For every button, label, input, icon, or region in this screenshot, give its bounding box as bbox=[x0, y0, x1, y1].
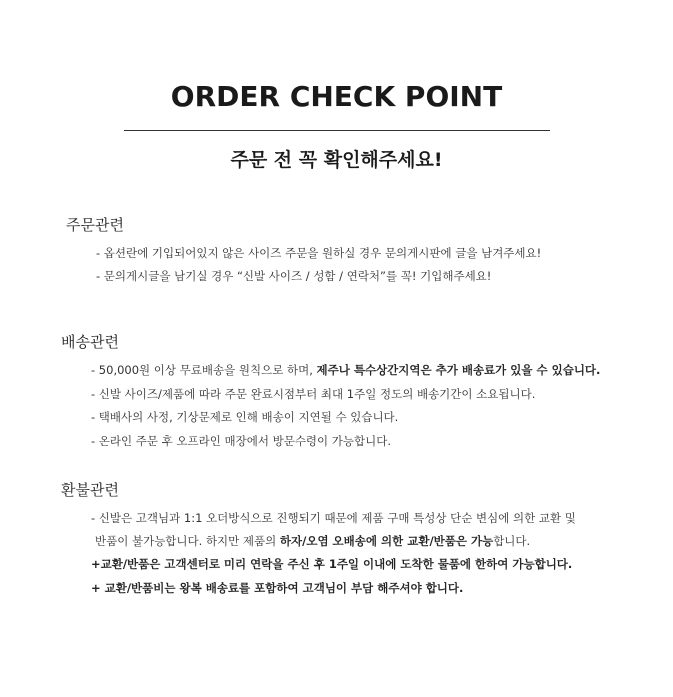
shipping-line-1-text: - 50,000원 이상 무료배송을 원칙으로 하며, bbox=[91, 363, 317, 377]
refund-line-2-text-a: 반품이 불가능합니다. 하지만 제품의 bbox=[95, 534, 280, 548]
refund-line-3 bbox=[91, 556, 572, 572]
refund-line-1: - 신발은 고객님과 1:1 오더방식으로 진행되기 때문에 제품 구매 특성상 단순 변심에 의한 교환 및 bbox=[91, 511, 576, 525]
shipping-line-1 bbox=[91, 362, 600, 378]
title-divider bbox=[124, 130, 550, 131]
refund-line-4 bbox=[91, 580, 463, 596]
shipping-line-3: - 택배사의 사정, 기상문제로 인해 배송이 지연될 수 있습니다. bbox=[91, 410, 399, 424]
page-subtitle: 주문 전 꼭 확인해주세요! bbox=[230, 149, 443, 171]
refund-line-2-emphasis: 하자/오염 오배송에 의한 교환/반품은 가능 bbox=[279, 534, 494, 548]
shipping-line-2: - 신발 사이즈/제품에 따라 주문 완료시점부터 최대 1주일 정도의 배송기간이 소요됩니다. bbox=[91, 387, 536, 401]
order-line-2: - 문의게시글을 남기실 경우 “신발 사이즈 / 성함 / 연락처”를 꼭! 기입해주세요! bbox=[96, 269, 492, 283]
shipping-line-1-emphasis: 제주나 특수상간지역은 추가 배송료가 있을 수 있습니다. bbox=[316, 363, 601, 377]
order-line-1: - 옵션란에 기입되어있지 않은 사이즈 주문을 원하실 경우 문의게시판에 글을 남겨주세요! bbox=[96, 246, 542, 260]
page-title: ORDER CHECK POINT bbox=[170, 80, 503, 113]
refund-line-4-text: + 교환/반품비는 왕복 배송료를 포함하여 고객님이 부담 해주셔야 합니다. bbox=[91, 581, 464, 595]
refund-line-2-text-c: 합니다. bbox=[493, 534, 531, 548]
shipping-line-4: - 온라인 주문 후 오프라인 매장에서 방문수령이 가능합니다. bbox=[91, 434, 392, 448]
refund-section-title: 환불관련 bbox=[61, 481, 119, 499]
refund-line-3-text: +교환/반품은 고객센터로 미리 연락을 주신 후 1주일 이내에 도착한 물품에 한하여 가능합니다. bbox=[91, 557, 573, 571]
refund-line-2 bbox=[95, 533, 530, 549]
shipping-section-title: 배송관련 bbox=[61, 333, 119, 351]
order-section-title: 주문관련 bbox=[66, 216, 124, 234]
